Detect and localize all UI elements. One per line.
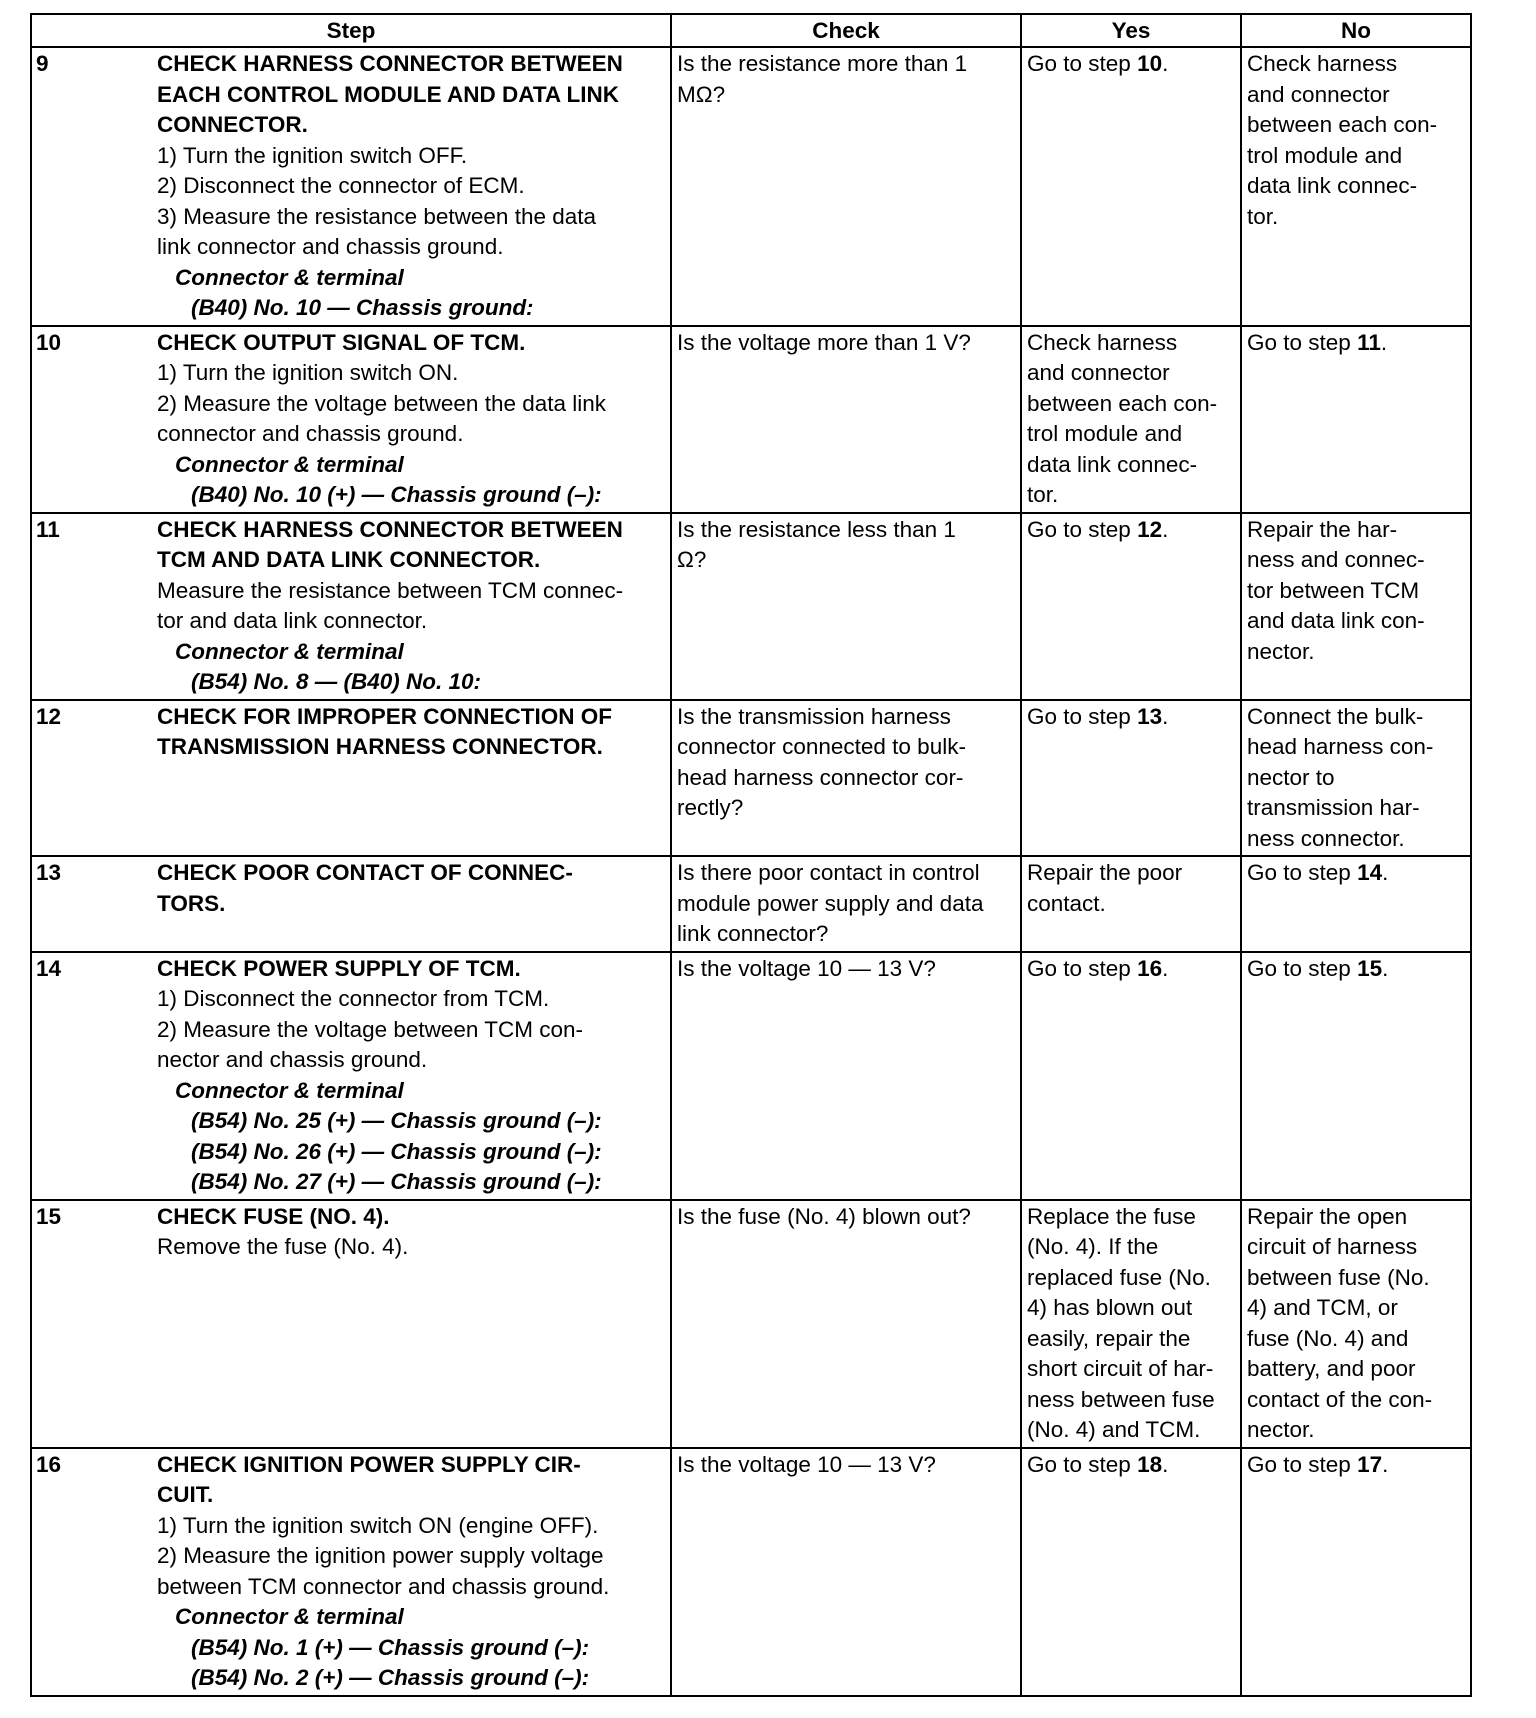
no-line: tor. [1247,203,1279,229]
check-line: Is the resistance less than 1 [677,516,956,542]
yes-line: Replace the fuse [1027,1203,1196,1229]
connector-terminal-label: Connector & terminal [175,1077,404,1103]
no-line: nector. [1247,638,1315,664]
check-line: Is the voltage more than 1 V? [677,329,971,355]
step-number: 12 [31,700,151,857]
connector-terminal-line: (B54) No. 1 (+) — Chassis ground (–): [191,1634,590,1660]
check-cell [671,513,1021,700]
no-cell [1241,1200,1471,1448]
connector-terminal-line: (B54) No. 25 (+) — Chassis ground (–): [191,1108,602,1133]
table-row [31,1448,1471,1696]
yes-step-ref: 10 [1137,51,1163,76]
header-yes: Yes [1021,14,1241,47]
header-no: No [1241,14,1471,47]
step-body-line: nector and chassis ground. [157,1047,428,1072]
no-line: 4) and TCM, or [1247,1295,1398,1320]
no-cell [1241,856,1471,952]
no-line: and data link con- [1247,608,1425,633]
yes-line: ness between fuse [1027,1386,1215,1412]
check-line: head harness connector cor- [677,764,964,790]
step-body-line: 1) Turn the ignition switch ON. [157,360,459,385]
no-line: ness and connec- [1247,547,1425,572]
check-line: module power supply and data [677,890,984,916]
check-line: Is the fuse (No. 4) blown out? [677,1203,971,1229]
yes-tail: . [1162,51,1169,76]
no-cell [1241,952,1471,1200]
table-row [31,700,1471,857]
connector-terminal-label: Connector & terminal [175,451,404,477]
no-line: and connector [1247,81,1390,107]
table-row [31,326,1471,513]
connector-terminal-line: (B40) No. 10 — Chassis ground: [191,295,534,320]
no-line: Connect the bulk- [1247,703,1424,729]
step-title-line: CHECK HARNESS CONNECTOR BETWEEN [157,516,623,542]
step-title-line: CHECK HARNESS CONNECTOR BETWEEN [157,51,623,76]
no-cell [1241,700,1471,857]
step-title-line: CHECK POOR CONTACT OF CONNEC- [157,860,573,885]
step-description [151,700,671,857]
step-body-line: 2) Measure the voltage between TCM con- [157,1016,584,1042]
step-body-line: 2) Measure the voltage between the data link [157,390,607,416]
no-line: between each con- [1247,112,1438,137]
yes-line: data link connec- [1027,451,1198,477]
check-line: Is there poor contact in control [677,860,980,885]
step-number: 13 [31,856,151,952]
yes-cell [1021,326,1241,513]
table-row [31,952,1471,1200]
step-title-line: CHECK FOR IMPROPER CONNECTION OF [157,703,613,729]
table-row [31,47,1471,326]
header-check: Check [671,14,1021,47]
no-line: transmission har- [1247,795,1420,820]
no-tail: . [1382,955,1389,981]
check-line: Ω? [677,547,707,572]
no-line: tor between TCM [1247,577,1420,603]
yes-text: Go to step [1027,516,1138,542]
step-body-line: 3) Measure the resistance between the data [157,203,597,229]
step-description [151,952,671,1200]
yes-tail: . [1162,703,1169,729]
connector-terminal-line: (B54) No. 2 (+) — Chassis ground (–): [191,1665,590,1690]
no-step-ref: 14 [1357,860,1383,885]
step-number: 11 [31,513,151,700]
no-line: battery, and poor [1247,1356,1416,1381]
connector-terminal-line: (B40) No. 10 (+) — Chassis ground (–): [191,482,602,507]
no-line: nector to [1247,764,1335,790]
check-line: MΩ? [677,81,726,107]
connector-terminal-label: Connector & terminal [175,638,404,664]
check-cell [671,952,1021,1200]
step-body-line: link connector and chassis ground. [157,234,504,259]
diagnostic-procedure-document [30,13,1470,1697]
yes-line: Check harness [1027,329,1178,355]
step-title-line: CUIT. [157,1482,214,1507]
step-number: 15 [31,1200,151,1448]
step-number: 10 [31,326,151,513]
yes-line: contact. [1027,890,1106,916]
step-title-line: EACH CONTROL MODULE AND DATA LINK [157,81,620,107]
no-step-ref: 17 [1357,1451,1383,1477]
step-title-line: CHECK FUSE (NO. 4). [157,1203,390,1229]
step-title-line: TORS. [157,890,226,916]
yes-step-ref: 12 [1137,516,1163,542]
check-cell [671,326,1021,513]
step-body-line: between TCM connector and chassis ground. [157,1573,610,1599]
step-number: 9 [31,47,151,326]
check-cell [671,856,1021,952]
yes-line: (No. 4). If the [1027,1234,1159,1259]
no-line: ness connector. [1247,825,1405,851]
check-cell [671,1200,1021,1448]
check-cell [671,47,1021,326]
connector-terminal-line: (B54) No. 26 (+) — Chassis ground (–): [191,1138,602,1164]
yes-tail: . [1162,516,1169,542]
step-description [151,326,671,513]
check-cell [671,1448,1021,1696]
yes-line: trol module and [1027,421,1183,446]
yes-text: Go to step [1027,955,1138,981]
no-cell [1241,47,1471,326]
no-line: contact of the con- [1247,1386,1433,1412]
yes-cell [1021,1448,1241,1696]
yes-cell [1021,700,1241,857]
connector-terminal-line: (B54) No. 27 (+) — Chassis ground (–): [191,1169,602,1194]
step-body-line: 1) Turn the ignition switch ON (engine OFF). [157,1512,599,1538]
table-row [31,1200,1471,1448]
no-line: data link connec- [1247,173,1418,198]
step-title-line: CHECK POWER SUPPLY OF TCM. [157,955,521,981]
step-body-line: 2) Disconnect the connector of ECM. [157,173,525,198]
yes-step-ref: 18 [1137,1451,1163,1477]
no-line: Repair the open [1247,1203,1408,1229]
yes-step-ref: 13 [1137,703,1163,729]
step-title-line: CONNECTOR. [157,112,308,137]
yes-cell [1021,513,1241,700]
check-line: rectly? [677,795,744,820]
no-tail: . [1380,329,1388,355]
yes-line: between each con- [1027,390,1218,416]
connector-terminal-label: Connector & terminal [175,1604,404,1629]
step-title-line: TCM AND DATA LINK CONNECTOR. [157,547,541,572]
no-line: head harness con- [1247,734,1434,759]
yes-line: replaced fuse (No. [1027,1264,1211,1290]
step-description [151,856,671,952]
check-line: Is the resistance more than 1 [677,51,968,76]
check-line: Is the transmission harness [677,703,951,729]
yes-text: Go to step [1027,1451,1138,1477]
no-step-ref: 11 [1357,329,1381,355]
yes-text: Go to step [1027,51,1138,76]
step-number: 14 [31,952,151,1200]
no-text: Go to step [1247,329,1358,355]
yes-cell [1021,47,1241,326]
no-text: Go to step [1247,1451,1358,1477]
no-line: Repair the har- [1247,516,1398,542]
table-row [31,513,1471,700]
yes-line: short circuit of har- [1027,1356,1214,1381]
no-tail: . [1382,860,1389,885]
check-line: Is the voltage 10 — 13 V? [677,955,936,981]
step-description [151,1448,671,1696]
no-cell [1241,326,1471,513]
connector-terminal-line: (B54) No. 8 — (B40) No. 10: [191,669,482,694]
diagnostic-table [30,13,1472,1697]
step-description [151,513,671,700]
no-cell [1241,1448,1471,1696]
yes-line: Repair the poor [1027,860,1183,885]
yes-tail: . [1162,1451,1169,1477]
step-title-line: CHECK IGNITION POWER SUPPLY CIR- [157,1451,581,1477]
no-tail: . [1382,1451,1389,1477]
connector-terminal-label: Connector & terminal [175,264,404,290]
yes-text: Go to step [1027,703,1138,729]
step-body-line: tor and data link connector. [157,608,428,633]
yes-line: tor. [1027,482,1059,507]
yes-line: and connector [1027,360,1170,385]
step-title-line: CHECK OUTPUT SIGNAL OF TCM. [157,329,526,355]
yes-cell [1021,1200,1241,1448]
check-cell [671,700,1021,857]
yes-cell [1021,856,1241,952]
step-description [151,47,671,326]
step-body-line: 1) Disconnect the connector from TCM. [157,986,550,1011]
no-line: between fuse (No. [1247,1264,1430,1290]
no-text: Go to step [1247,955,1358,981]
yes-line: 4) has blown out [1027,1295,1193,1320]
no-line: fuse (No. 4) and [1247,1325,1409,1351]
no-cell [1241,513,1471,700]
no-line: nector. [1247,1417,1315,1442]
step-body-line: Remove the fuse (No. 4). [157,1234,409,1259]
yes-line: (No. 4) and TCM. [1027,1417,1201,1442]
table-header-row [31,14,1471,47]
step-body-line: 1) Turn the ignition switch OFF. [157,142,468,168]
yes-step-ref: 16 [1137,955,1163,981]
no-step-ref: 15 [1357,955,1383,981]
check-line: Is the voltage 10 — 13 V? [677,1451,936,1477]
no-line: Check harness [1247,51,1398,76]
yes-cell [1021,952,1241,1200]
header-step: Step [31,14,671,47]
yes-line: easily, repair the [1027,1325,1191,1351]
check-line: link connector? [677,921,829,946]
no-line: circuit of harness [1247,1234,1418,1259]
check-line: connector connected to bulk- [677,734,966,759]
step-number: 16 [31,1448,151,1696]
step-title-line: TRANSMISSION HARNESS CONNECTOR. [157,734,603,759]
step-description [151,1200,671,1448]
no-text: Go to step [1247,860,1358,885]
step-body-line: connector and chassis ground. [157,421,464,446]
step-body-line: 2) Measure the ignition power supply voltage [157,1543,604,1568]
yes-tail: . [1162,955,1169,981]
step-body-line: Measure the resistance between TCM connec- [157,577,624,603]
table-row [31,856,1471,952]
no-line: trol module and [1247,142,1403,168]
